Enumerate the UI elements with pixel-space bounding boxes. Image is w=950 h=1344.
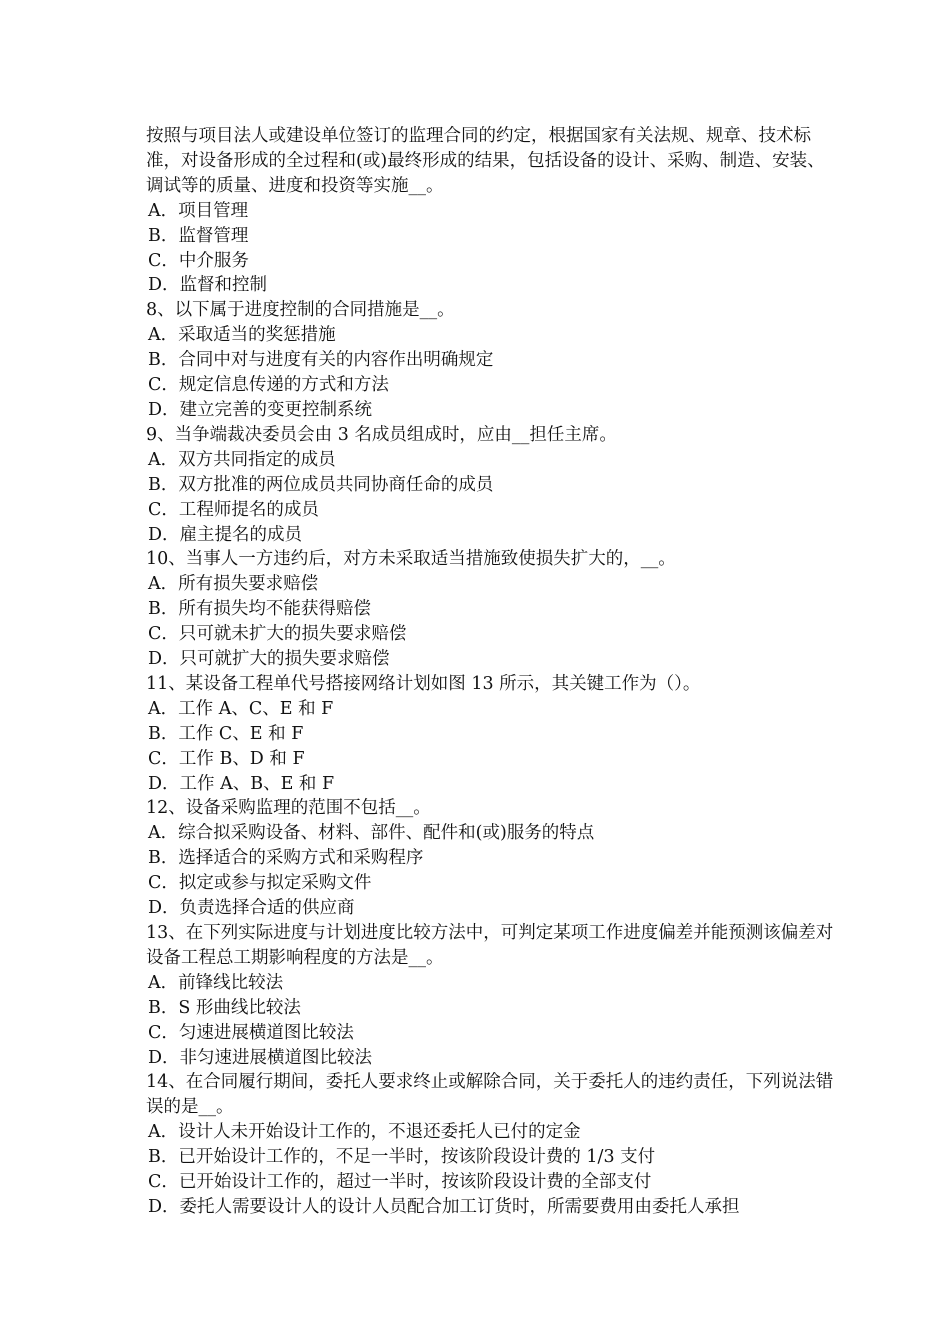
option-d: D．负责选择合适的供应商	[148, 898, 355, 919]
option-a: A．双方共同指定的成员	[148, 449, 336, 470]
option-d: D．非匀速进展横道图比较法	[148, 1047, 373, 1068]
option-d: D．雇主提名的成员	[148, 524, 303, 545]
question-12	[146, 796, 836, 921]
question-10	[146, 547, 836, 672]
question-text: 12、设备采购监理的范围不包括__。	[146, 798, 431, 819]
option-b: B．所有损失均不能获得赔偿	[148, 599, 371, 620]
option-c: C．规定信息传递的方式和方法	[148, 375, 389, 396]
option-b: B．S 形曲线比较法	[148, 997, 301, 1018]
question-13	[146, 921, 836, 1070]
option-b: B．监督管理	[148, 225, 249, 246]
question-text: 14、在合同履行期间，委托人要求终止或解除合同，关于委托人的违约责任，下列说法错误的是__。	[146, 1072, 834, 1118]
option-a: A．综合拟采购设备、材料、部件、配件和(或)服务的特点	[148, 823, 595, 844]
option-c: C．拟定或参与拟定采购文件	[148, 873, 372, 894]
option-c: C．只可就未扩大的损失要求赔偿	[148, 624, 407, 645]
option-d: D．监督和控制	[148, 275, 268, 296]
option-a: A．项目管理	[148, 200, 249, 221]
question-text: 按照与项目法人或建设单位签订的监理合同的约定，根据国家有关法规、规章、技术标准，对设备形成的全过程和(或)最终形成的结果，包括设备的设计、采购、制造、安装、调试等的质量、进度和投资等实施__。	[146, 126, 825, 196]
option-a: A．所有损失要求赔偿	[148, 574, 319, 595]
option-d: D．建立完善的变更控制系统	[148, 399, 373, 420]
option-b: B．合同中对与进度有关的内容作出明确规定	[148, 350, 494, 371]
option-c: C．已开始设计工作的，超过一半时，按该阶段设计费的全部支付	[148, 1172, 652, 1193]
option-a: A．采取适当的奖惩措施	[148, 325, 336, 346]
question-8	[146, 298, 836, 423]
option-d: D．只可就扩大的损失要求赔偿	[148, 649, 390, 670]
option-a: A．工作 A、C、E 和 F	[148, 698, 334, 719]
question-text: 13、在下列实际进度与计划进度比较方法中，可判定某项工作进度偏差并能预测该偏差对设备工程总工期影响程度的方法是__。	[146, 923, 834, 968]
option-a: A．设计人未开始设计工作的，不退还委托人已付的定金	[148, 1122, 581, 1143]
option-c: C．工作 B、D 和 F	[148, 748, 305, 769]
option-d: D．工作 A、B、E 和 F	[148, 773, 335, 794]
option-b: B．已开始设计工作的，不足一半时，按该阶段设计费的 1/3 支付	[148, 1147, 656, 1168]
option-c: C．匀速进展横道图比较法	[148, 1022, 354, 1043]
option-a: A．前锋线比较法	[148, 972, 284, 993]
question-intro	[146, 124, 836, 298]
question-9	[146, 423, 836, 548]
question-text: 9、当争端裁决委员会由 3 名成员组成时，应由__担任主席。	[146, 424, 617, 445]
document-body	[146, 124, 836, 1220]
option-b: B．双方批准的两位成员共同协商任命的成员	[148, 474, 494, 495]
question-text: 10、当事人一方违约后，对方未采取适当措施致使损失扩大的，__。	[146, 549, 676, 570]
option-b: B．选择适合的采购方式和采购程序	[148, 848, 424, 869]
question-text: 11、某设备工程单代号搭接网络计划如图 13 所示，其关键工作为（）。	[146, 673, 701, 694]
option-d: D．委托人需要设计人的设计人员配合加工订货时，所需要费用由委托人承担	[148, 1196, 740, 1217]
option-b: B．工作 C、E 和 F	[148, 723, 304, 744]
option-c: C．中介服务	[148, 250, 249, 271]
option-c: C．工程师提名的成员	[148, 499, 319, 520]
question-text: 8、以下属于进度控制的合同措施是__。	[146, 300, 455, 321]
question-11	[146, 672, 836, 797]
question-14	[146, 1070, 836, 1219]
